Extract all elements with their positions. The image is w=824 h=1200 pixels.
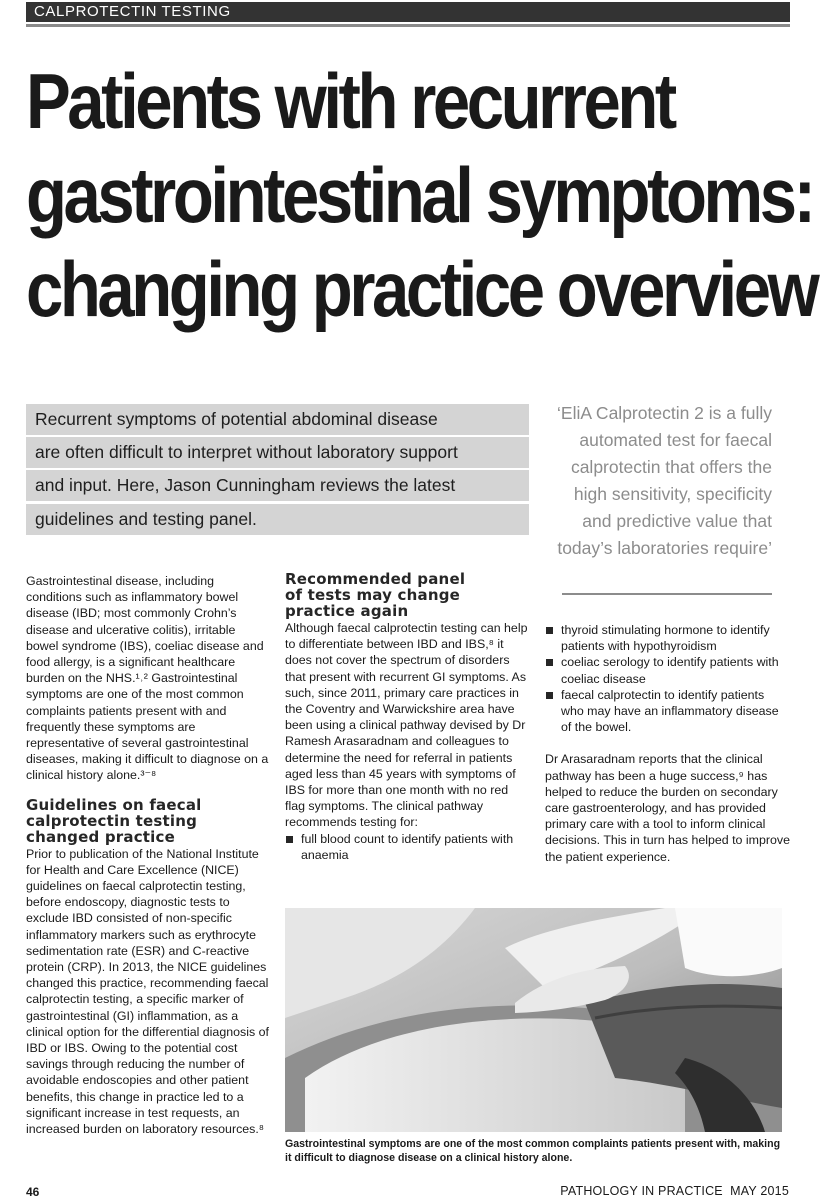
body-paragraph: Dr Arasaradnam reports that the clinical pathway has been a huge success,⁹ has helped to reduce the burden on secondary care gastroenterology, and has provided primary care with a tool to inform clinical decisions. This in turn has helped to improve the patient experience.: [545, 752, 790, 864]
article-column-2: [285, 571, 530, 863]
list-item: coeliac serology to identify patients with coeliac disease: [545, 654, 790, 686]
section-header-bar: [26, 2, 790, 22]
photo-illustration: [285, 908, 782, 1132]
article-column-1: [26, 573, 271, 1153]
standfirst-line: guidelines and testing panel.: [26, 504, 529, 535]
standfirst: [26, 404, 529, 537]
standfirst-line: and input. Here, Jason Cunningham reviews the latest: [26, 470, 529, 501]
page-number: 46: [26, 1185, 40, 1199]
headline-line: changing practice overview: [26, 245, 817, 333]
subheading-recommended-panel: Recommended panel of tests may change practice again: [285, 570, 466, 620]
clinical-examination-photo: [285, 908, 782, 1132]
pull-quote-rule: [562, 593, 772, 595]
photo-caption: Gastrointestinal symptoms are one of the most common complaints patients present with, making it difficult to diagnose disease on a clinical history alone.: [285, 1138, 781, 1164]
headline: [26, 54, 817, 336]
list-item: full blood count to identify patients with anaemia: [285, 831, 530, 863]
intro-paragraph: Gastrointestinal disease, including conditions such as inflammatory bowel disease (IBD; most commonly Crohn’s disease and ulcerative colitis), irritable bowel syndrome (IBS), coeliac disease and food allergy, is a significant healthcare burden on the NHS.¹˒² Gastrointestinal symptoms are one of the most common complaints patients present with and frequently these symptoms are representative of several gastrointestinal diseases, making it difficult to diagnose on a clinical history alone.³⁻⁸: [26, 574, 269, 783]
publication-footer: PATHOLOGY IN PRACTICE MAY 2015: [560, 1184, 789, 1198]
headline-line: Patients with recurrent: [26, 57, 674, 145]
test-list: [545, 622, 790, 735]
body-paragraph: Prior to publication of the National Institute for Health and Care Excellence (NICE) guidelines on faecal calprotectin testing, before endoscopy, diagnostic tests to exclude IBD consisted of non-specific inflammatory markers such as erythrocyte sedimentation rate (ESR) and C-reactive protein (CRP). In 2013, the NICE guidelines changed this practice, recommending faecal calprotectin testing, a specific marker of gastrointestinal (GI) inflammation, as a clinical option for the differential diagnosis of IBD or IBS. Owing to the potential cost savings through reducing the number of avoidable endoscopies and other patient benefits, this change in practice led to a significant increase in test requests, an increased burden on laboratory resources.⁸: [26, 846, 269, 1137]
article-column-3: [545, 622, 790, 881]
section-label: CALPROTECTIN TESTING: [34, 3, 231, 20]
test-list: [285, 831, 530, 863]
standfirst-line: Recurrent symptoms of potential abdominal disease: [26, 404, 529, 435]
section-rule: [26, 24, 790, 27]
standfirst-line: are often difficult to interpret without laboratory support: [26, 437, 529, 468]
subheading-guidelines: Guidelines on faecal calprotectin testing changed practice: [26, 795, 202, 846]
list-item: faecal calprotectin to identify patients who may have an inflammatory disease of the bowel.: [545, 687, 790, 736]
pull-quote: ‘EliA Calprotectin 2 is a fully automated test for faecal calprotectin that offers the high sensitivity, specificity and predictive value that today’s laboratories require’: [557, 403, 772, 558]
headline-line: gastrointestinal symptoms:: [26, 151, 813, 239]
list-item: thyroid stimulating hormone to identify patients with hypothyroidism: [545, 622, 790, 654]
body-paragraph: Although faecal calprotectin testing can help to differentiate between IBD and IBS,⁸ it does not cover the spectrum of disorders that present with recurrent GI symptoms. As such, since 2011, primary care practices in the Coventry and Warwickshire area have been using a clinical pathway devised by Dr Ramesh Arasaradnam and colleagues to determine the need for referral in patients aged less than 45 years with symptoms of IBS for more than one month with no red flag symptoms. The clinical pathway recommends testing for:: [285, 621, 528, 830]
